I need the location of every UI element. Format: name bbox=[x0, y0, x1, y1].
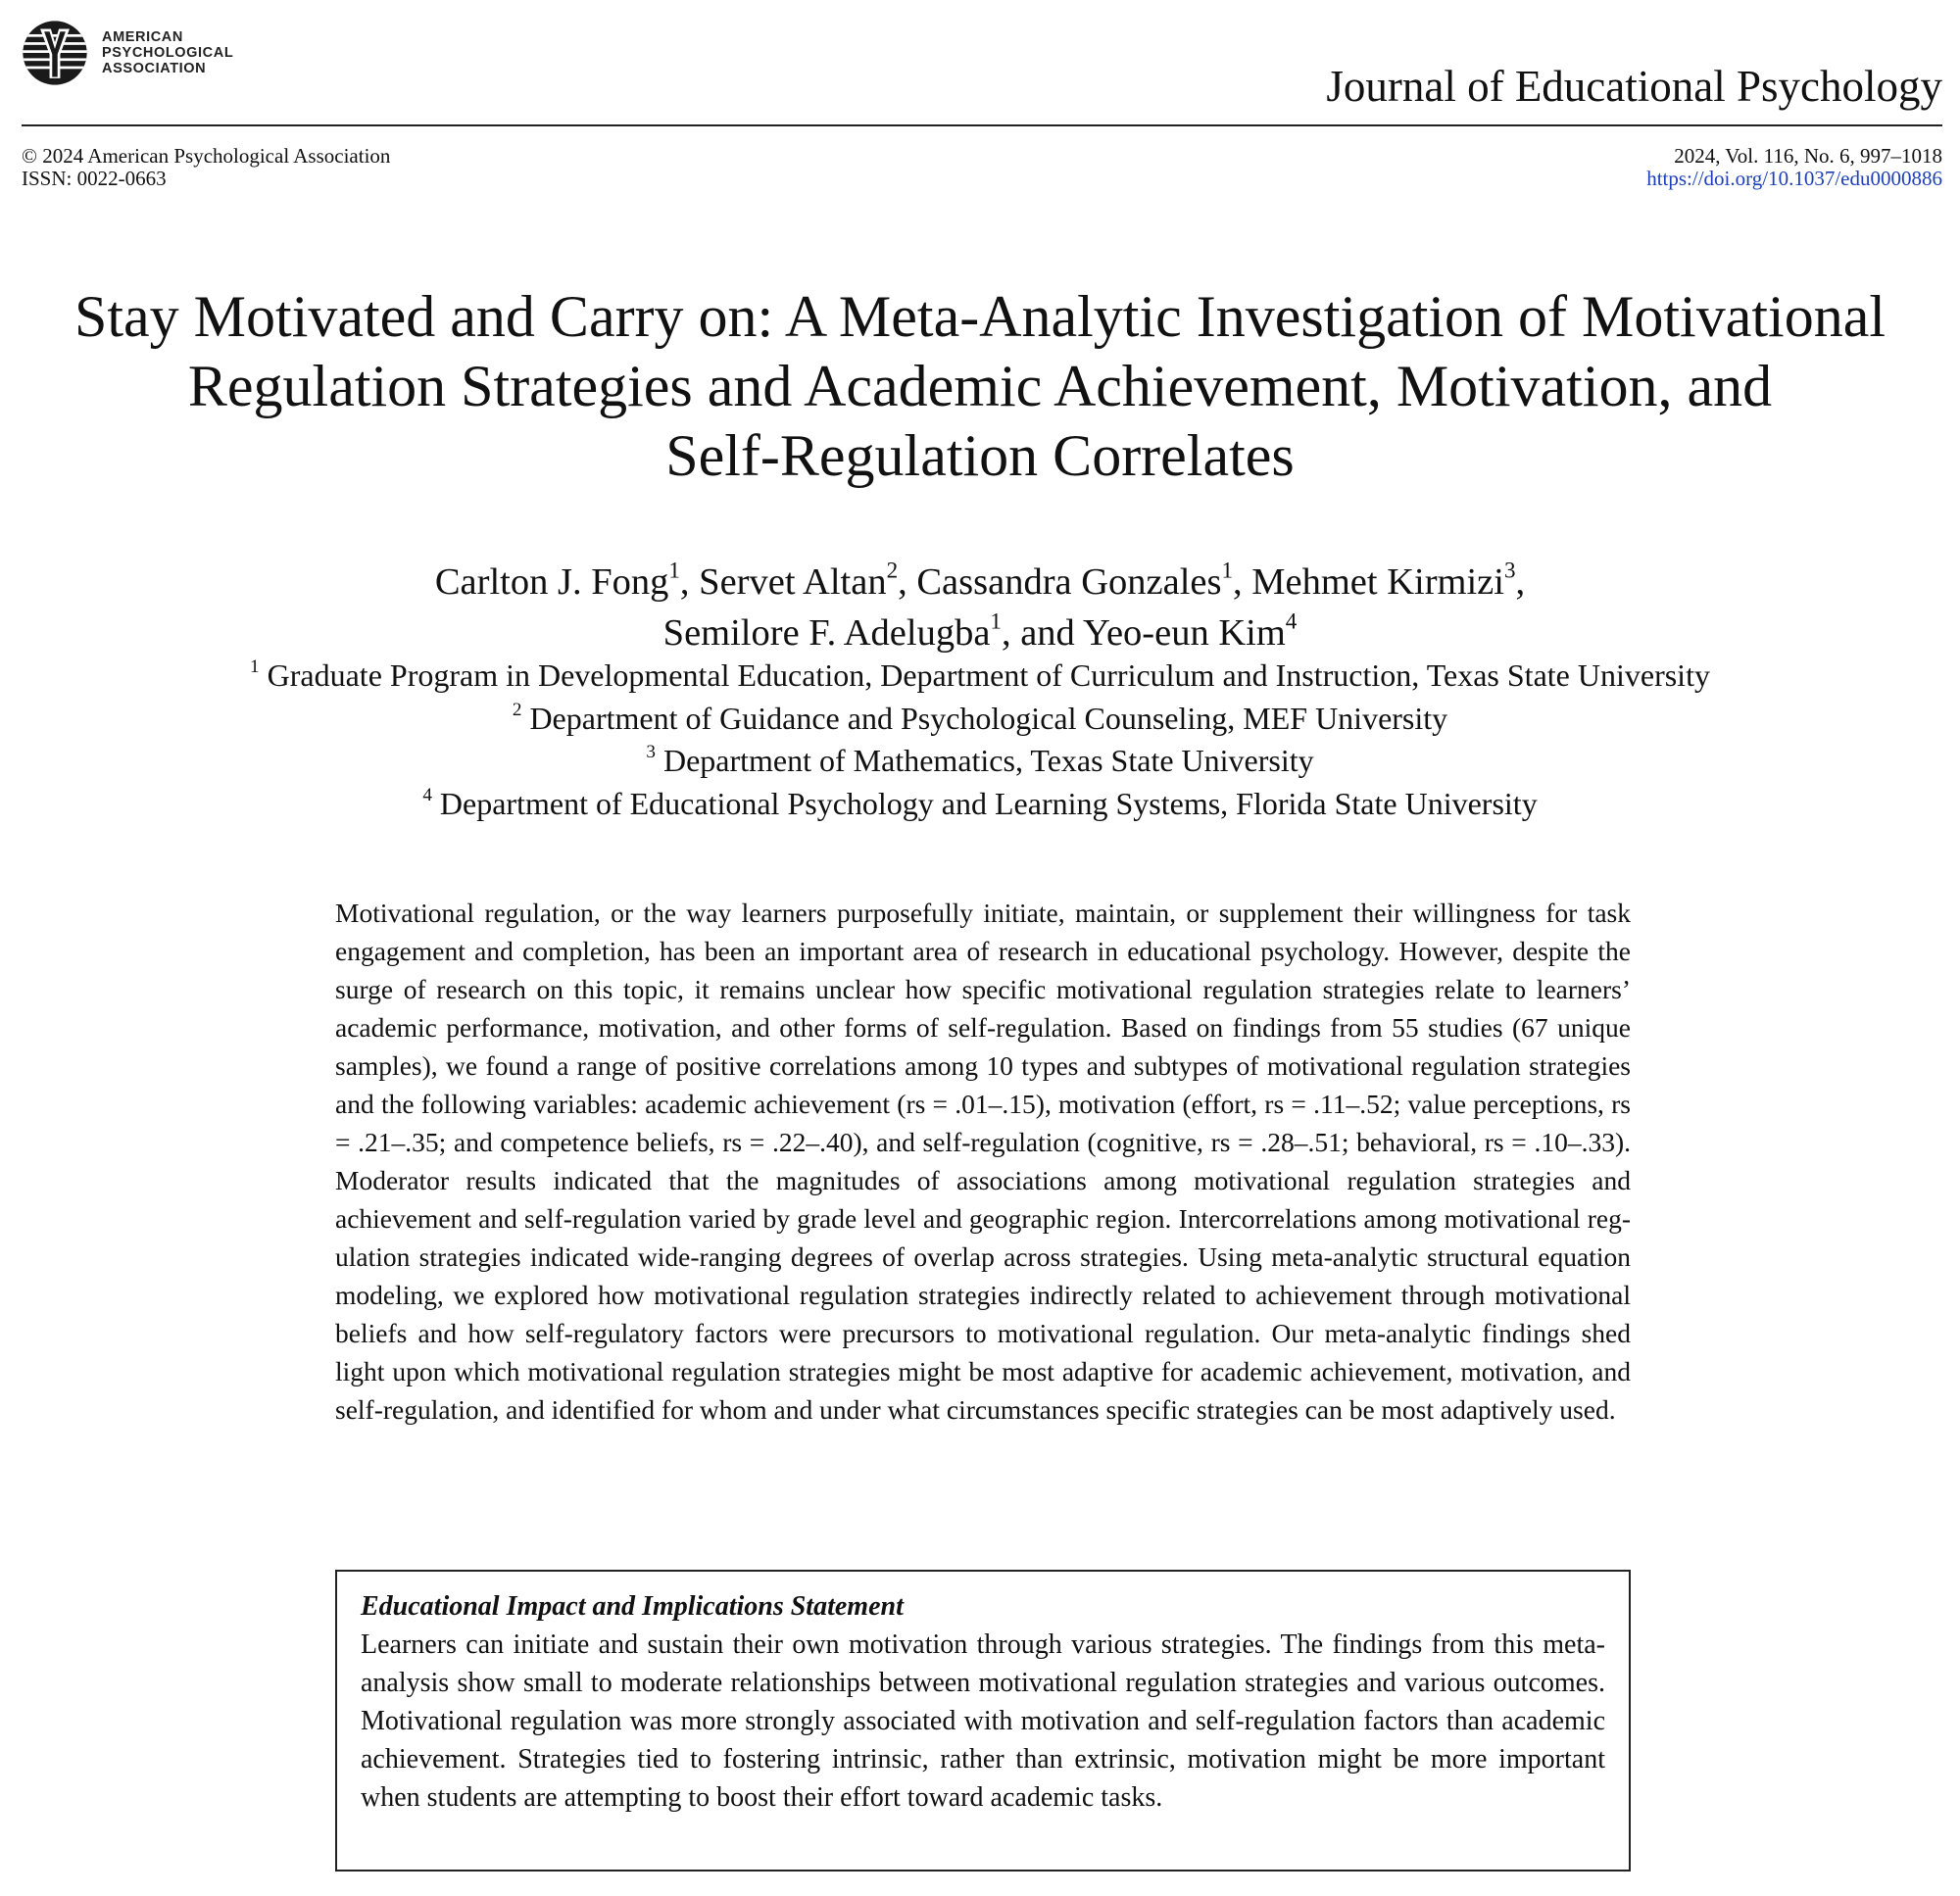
author-affil-sup: 2 bbox=[886, 557, 899, 583]
affiliation-list bbox=[0, 655, 1960, 825]
affiliation: $^3$ Department of Mathematics, Texas State University bbox=[646, 742, 1314, 778]
apa-seal-icon bbox=[22, 20, 88, 86]
impact-statement-body: Learners can initiate and sustain their own motivation through various strategies. The findings from this meta-analysis show small to moderate relationships between motivational regulation strategies and various outcomes. Motivational regulation was more strongly associated with motivation and self-regulation factors than academic achievement. Strategies tied to fostering intrinsic, rather than extrinsic, motivation might be more important when students are attempting to boost their effort toward academic tasks. bbox=[361, 1629, 1605, 1813]
abstract: Motivational regulation, or the way learners purposefully initiate, maintain, or supplement their willingness for task engagement and completion, has been an important area of research in educational psychology. However, despite the surge of research on this topic, it remains unclear how specific motivational regulation strategies relate to learners’ academic performance, motivation, and other forms of self-regulation. Based on findings from 55 studies (67 unique samples), we found a range of positive correlations among 10 types and subtypes of motivational regulation strategies and the following variables: academic achievement (rs = .01–.15), motivation (effort, rs = .11–.52; value perceptions, rs = .21–.35; and competence beliefs, rs = .22–.40), and self-regulation (cognitive, rs = .28–.51; behavioral, rs = .10–.33). Moderator results indicated that the magnitudes of associations among motivational regulation strategies and achievement and self-regulation varied by grade level and geographic region. Intercorrelations among motivational regulation strategies indicated wide-ranging degrees of overlap across strategies. Using meta-analytic structural equation modeling, we explored how motivational regulation strategies indirectly related to achievement through motivational beliefs and how self-regulatory factors were precursors to motivational regulation. Our meta-analytic findings shed light upon which motivational regulation strategies might be most adaptive for academic achievement, motivation, and self-regulation, and identified for whom and under what circumstances specific strategies can be most adaptively used. bbox=[335, 898, 1631, 1425]
copyright-line: © 2024 American Psychological Association bbox=[22, 144, 391, 168]
author-affil-sup: 1 bbox=[1221, 557, 1234, 583]
author-list: Carlton J. Fong$^1$, Servet Altan$^2$, Cassandra Gonzales$^1$, Mehmet Kirmizi$^3$, Semilore F. Adelugba$^1$, and Yeo-eun Kim$^4$ bbox=[434, 557, 1526, 654]
title-line: Stay Motivated and Carry on: A Meta-Analytic Investigation of Motivational bbox=[74, 284, 1886, 349]
author-affil-sup: 1 bbox=[668, 557, 680, 583]
affiliation: $^2$ Department of Guidance and Psychological Counseling, MEF University bbox=[512, 699, 1448, 736]
author-name[interactable]: Servet Altan bbox=[699, 561, 887, 603]
author-affil-sup: 4 bbox=[1285, 608, 1298, 634]
author-name[interactable]: Yeo-eun Kim bbox=[1083, 612, 1286, 654]
doi-link[interactable]: https://doi.org/10.1037/edu0000886 bbox=[1646, 167, 1942, 190]
impact-statement-box bbox=[335, 1570, 1631, 1872]
title-line: Regulation Strategies and Academic Achievement, Motivation, and bbox=[187, 354, 1773, 418]
apa-wordmark: AMERICAN PSYCHOLOGICAL ASSOCIATION bbox=[102, 29, 234, 76]
author-name[interactable]: Cassandra Gonzales bbox=[916, 561, 1222, 603]
author-affil-sup: 1 bbox=[990, 608, 1002, 634]
affiliation: $^4$ Department of Educational Psychology and Learning Systems, Florida State University bbox=[422, 784, 1538, 821]
citation-line: 2024, Vol. 116, No. 6, 997–1018 bbox=[1674, 144, 1942, 168]
author-name[interactable]: Semilore F. Adelugba bbox=[662, 612, 991, 654]
journal-name: Journal of Educational Psychology bbox=[1326, 62, 1942, 111]
publication-meta-right bbox=[1646, 145, 1942, 190]
author-name[interactable]: Mehmet Kirmizi bbox=[1251, 561, 1504, 603]
publication-meta-left bbox=[22, 145, 390, 190]
affiliation: $^1$ Graduate Program in Developmental Education, Department of Curriculum and Instruction, Texas State University bbox=[250, 656, 1710, 693]
author-affil-sup: 3 bbox=[1503, 557, 1516, 583]
issn-line: ISSN: 0022-0663 bbox=[22, 167, 167, 190]
article-title bbox=[20, 282, 1940, 491]
author-name[interactable]: Carlton J. Fong bbox=[434, 561, 669, 603]
title-line: Self-Regulation Correlates bbox=[665, 423, 1295, 488]
apa-logo[interactable] bbox=[22, 20, 233, 86]
header-rule bbox=[22, 124, 1942, 126]
impact-statement-heading: Educational Impact and Implications Statement bbox=[361, 1591, 904, 1622]
